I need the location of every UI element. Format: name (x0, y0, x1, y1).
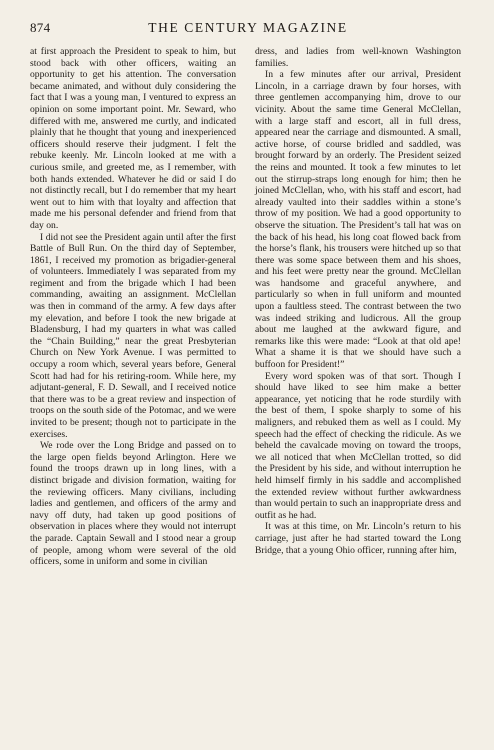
running-title: THE CENTURY MAGAZINE (148, 20, 348, 35)
page-header (30, 20, 466, 38)
paragraph: I did not see the President again until after the first Battle of Bull Run. On the third day of September, 1861, I received my promotion as brigadier-general of volunteers. Immediately I was separated from my regiment and from the brigade which I had been commanding, awaiting an assignment. McClellan was then in command of the army. A few days after my elevation, and before I took the new brigade at Bladensburg, I had my quarters in what was called the “Chain Building,” near the great Presbyterian Church on New York Avenue. I was permitted to occupy a room which, several years before, General Scott had had for his retiring-room. While here, my adjutant-general, F. D. Sewall, and I received notice that there was to be a great review and inspection of troops on the south side of the Potomac, and we were invited to be present; though not to participate in the exercises. (30, 231, 236, 440)
paragraph: dress, and ladies from well-known Washington families. (255, 46, 461, 69)
paragraph: It was at this time, on Mr. Lincoln’s return to his carriage, just after he had started toward the Long Bridge, that a young Ohio officer, running after him, (255, 521, 461, 556)
paragraph: We rode over the Long Bridge and passed on to the large open fields beyond Arlington. Here we found the troops drawn up in long lines, with a distinct brigade and division formation, waiting for the reviewing officers. Many civilians, including ladies and gentlemen, and officers of the army and navy off duty, had taken up good positions of observation in places where they would not interrupt the parade. Captain Sewall and I stood near a group of people, among whom were several of the old officers, some in uniform and some in civilian (30, 440, 236, 568)
paragraph: Every word spoken was of that sort. Though I should have liked to see him make a better appearance, yet noticing that he rode sturdily with the best of them, I spoke sharply to some of his maligners, and rebuked them as well as I could. My speech had the effect of checking the ridicule. As we beheld the cavalcade moving on toward the troops, we all noticed that when McClellan trotted, so did the President by his side, and without interruption he held himself firmly in his saddle and accomplished the extended review without further awkwardness than would pertain to such an inappropriate dress and outfit as he had. (255, 370, 461, 521)
paragraph: at first approach the President to speak to him, but stood back with other officers, waiting an opportunity to get his attention. The conversation became animated, and without duly considering the fact that I was a young man, I ventured to express an opinion on some important point. Mr. Seward, who differed with me, answered me curtly, and indicated plainly that he thought that young and inexperienced officers should reserve their judgment. I felt the rebuke keenly. Mr. Lincoln looked at me with a curious smile, and greeted me, as I remember, with both hands extended. Whatever he did or said I do not distinctly recall, but I do remember that my heart went out to him with that loyalty and affection that made me his personal defender and friend from that day on. (30, 46, 236, 231)
page-number: 874 (30, 20, 51, 35)
paragraph: In a few minutes after our arrival, President Lincoln, in a carriage drawn by four horses, with three gentlemen accompanying him, drove to our vicinity. About the same time General McClellan, with a large staff and escort, all in full dress, appeared near the carriage and dismounted. A small, active horse, of course bridled and saddled, was brought forward by an orderly. The President seized the reins and mounted. It took a few minutes to let out the stirrup-straps long enough for him; then he joined McClellan, who, with his staff and escort, had already vaulted into their saddles within a stone’s throw of my position. We had a good opportunity to observe the situation. The President’s tall hat was on the back of his head, his long coat flowed back from the horse’s flank, his trousers were hitched up so that there was some space between them and his shoes, and his feet were pretty near the ground. McClellan was handsome and graceful anywhere, and particularly so when in full uniform and mounted upon a faultless steed. The contrast between the two was indeed striking and ludicrous. All the group about me laughed at the awkward figure, and remarks like this were made: “Look at that old ape! What a shame it is that we should have such a buffoon for President!” (255, 69, 461, 371)
right-column (255, 46, 461, 556)
left-column (30, 46, 236, 568)
